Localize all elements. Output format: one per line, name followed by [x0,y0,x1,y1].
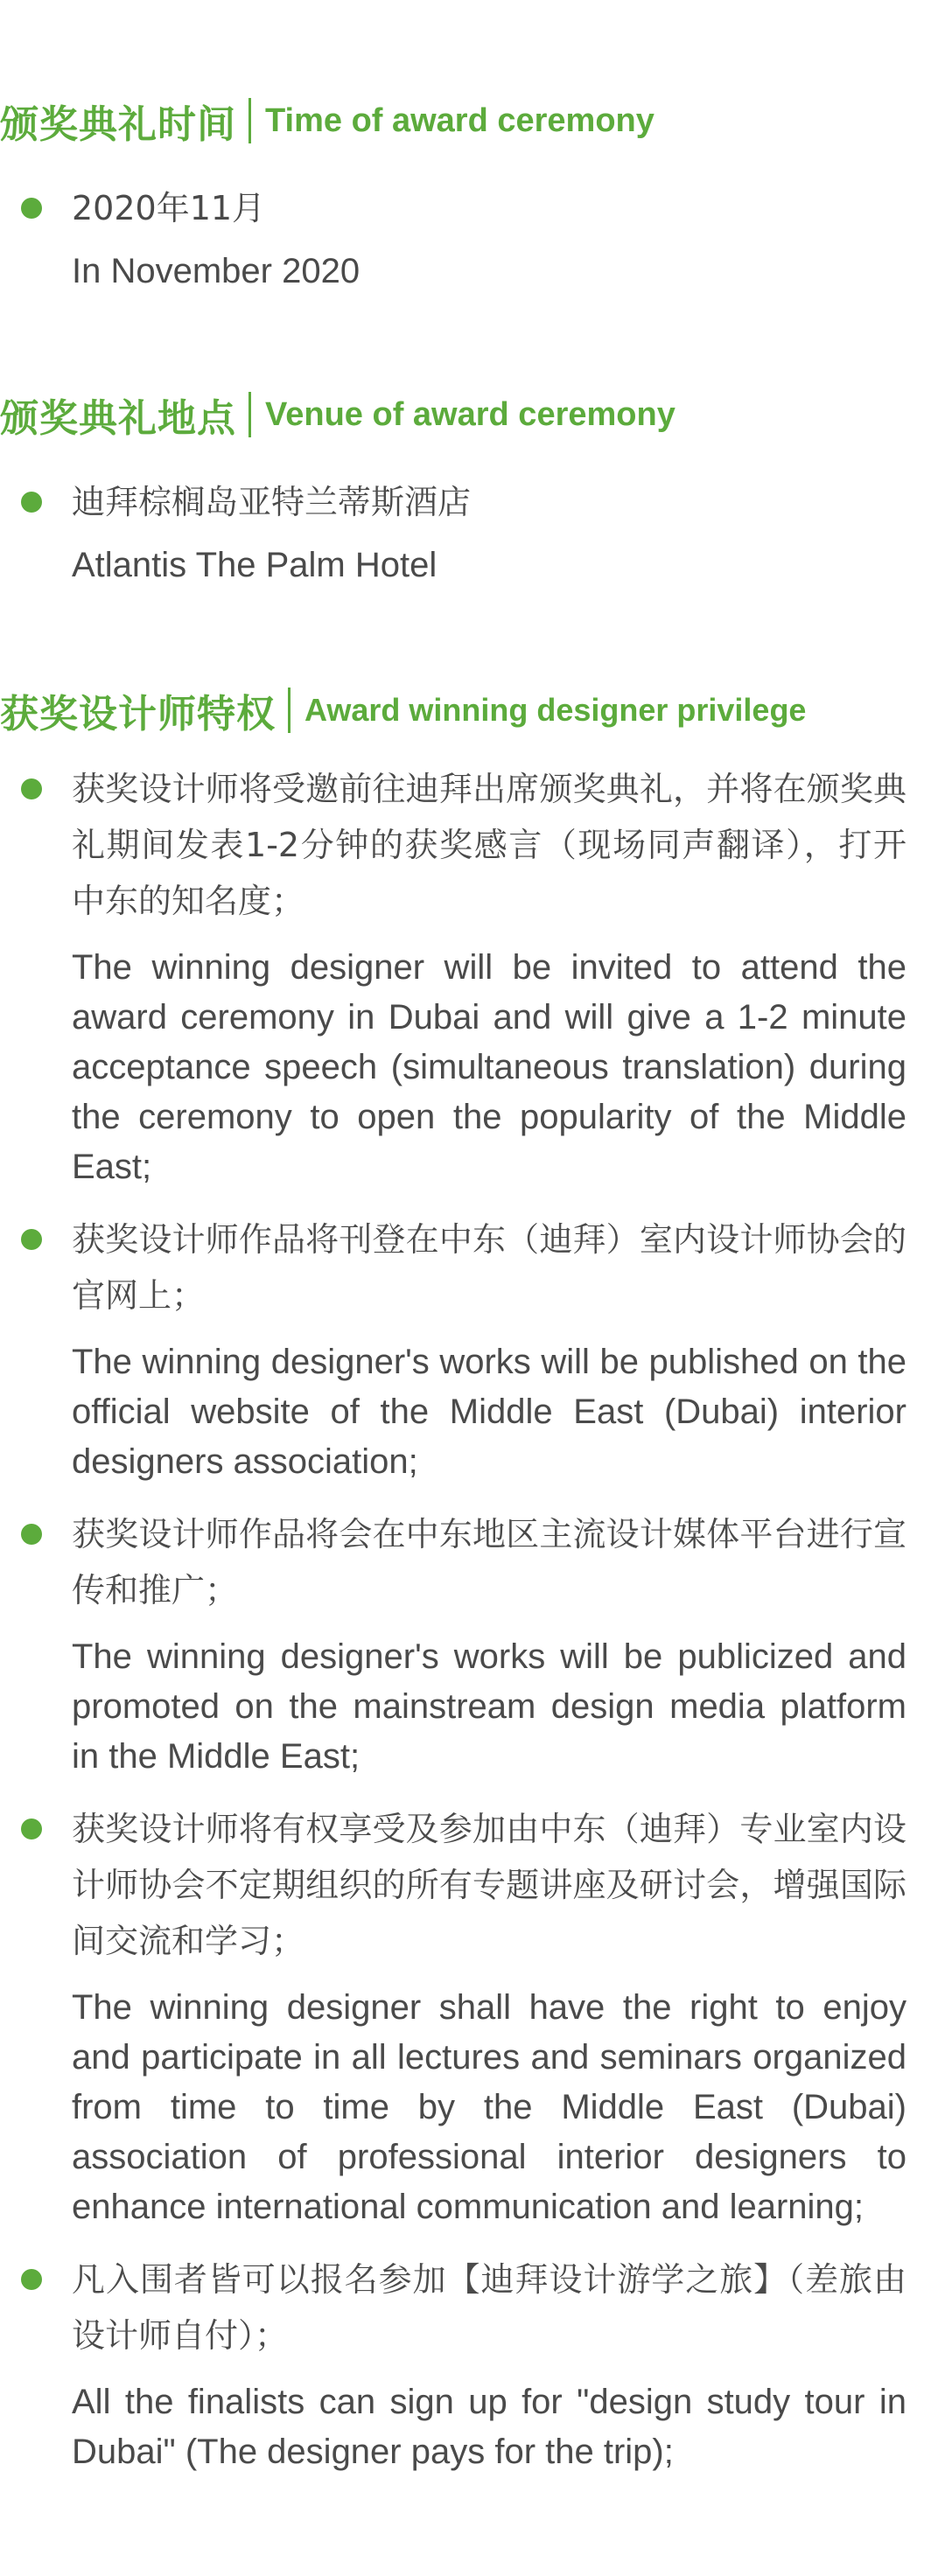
item-text-cn: 获奖设计师作品将刊登在中东（迪拜）室内设计师协会的官网上； [72,1220,906,1315]
section-time [0,94,945,303]
heading-en: Time of award ceremony [265,101,654,139]
list-item [0,177,945,303]
item-text-en: The winning designer's works will be publicized and promoted on the mainstream design media platform in the Middle East; [72,1637,906,1776]
item-text-en: The winning designer's works will be published on the official website of the Middle East (Dubai) interior designers association; [72,1343,906,1481]
list-item [0,2251,945,2477]
heading-divider [248,98,251,143]
bullet-icon [21,2269,42,2290]
item-text-en: In November 2020 [72,252,360,290]
bullet-icon [21,198,42,219]
section-heading [0,684,945,736]
section-heading [0,94,945,147]
bullet-icon [21,1524,42,1545]
item-text-en: All the finalists can sign up for "design study tour in Dubai" (The designer pays for the trip); [72,2383,906,2471]
item-text-cn: 获奖设计师将受邀前往迪拜出席颁奖典礼，并将在颁奖典礼期间发表1-2分钟的获奖感言（现场同声翻译），打开中东的知名度； [72,770,906,920]
item-text-cn: 2020年11月 [72,189,266,227]
item-text-en: The winning designer will be invited to attend the award ceremony in Dubai and will give a 1-2 minute acceptance speech (simultaneous translation) during the ceremony to open the popularity of the Middle East; [72,948,906,1186]
heading-divider [248,392,251,437]
item-text-en: The winning designer shall have the right to enjoy and participate in all lectures and seminars organized from time to time by the Middle East (Dubai) association of professional interior designers to enhance international communication and learning; [72,1988,906,2226]
heading-cn: 颁奖典礼地点 [0,396,236,441]
bullet-icon [21,492,42,513]
item-text-cn: 迪拜棕榈岛亚特兰蒂斯酒店 [72,483,472,521]
heading-en: Venue of award ceremony [265,395,676,433]
bullet-icon [21,1819,42,1840]
heading-en: Award winning designer privilege [304,692,807,728]
heading-divider [288,688,290,733]
item-text-en: Atlantis The Palm Hotel [72,546,438,584]
list-item [0,471,945,597]
section-privilege [0,684,945,2477]
heading-cn: 获奖设计师特权 [0,692,276,736]
item-text-cn: 凡入围者皆可以报名参加【迪拜设计游学之旅】（差旅由设计师自付）； [72,2260,906,2355]
list-item [0,761,945,1192]
bullet-icon [21,1229,42,1250]
list-item [0,1506,945,1782]
item-text-cn: 获奖设计师将有权享受及参加由中东（迪拜）专业室内设计师协会不定期组织的所有专题讲座及研讨会，增强国际间交流和学习； [72,1810,906,1960]
bullet-icon [21,778,42,799]
item-text-cn: 获奖设计师作品将会在中东地区主流设计媒体平台进行宣传和推广； [72,1515,906,1609]
list-item [0,1801,945,2232]
list-item [0,1211,945,1487]
section-venue [0,388,945,597]
heading-cn: 颁奖典礼时间 [0,102,236,147]
section-heading [0,388,945,441]
